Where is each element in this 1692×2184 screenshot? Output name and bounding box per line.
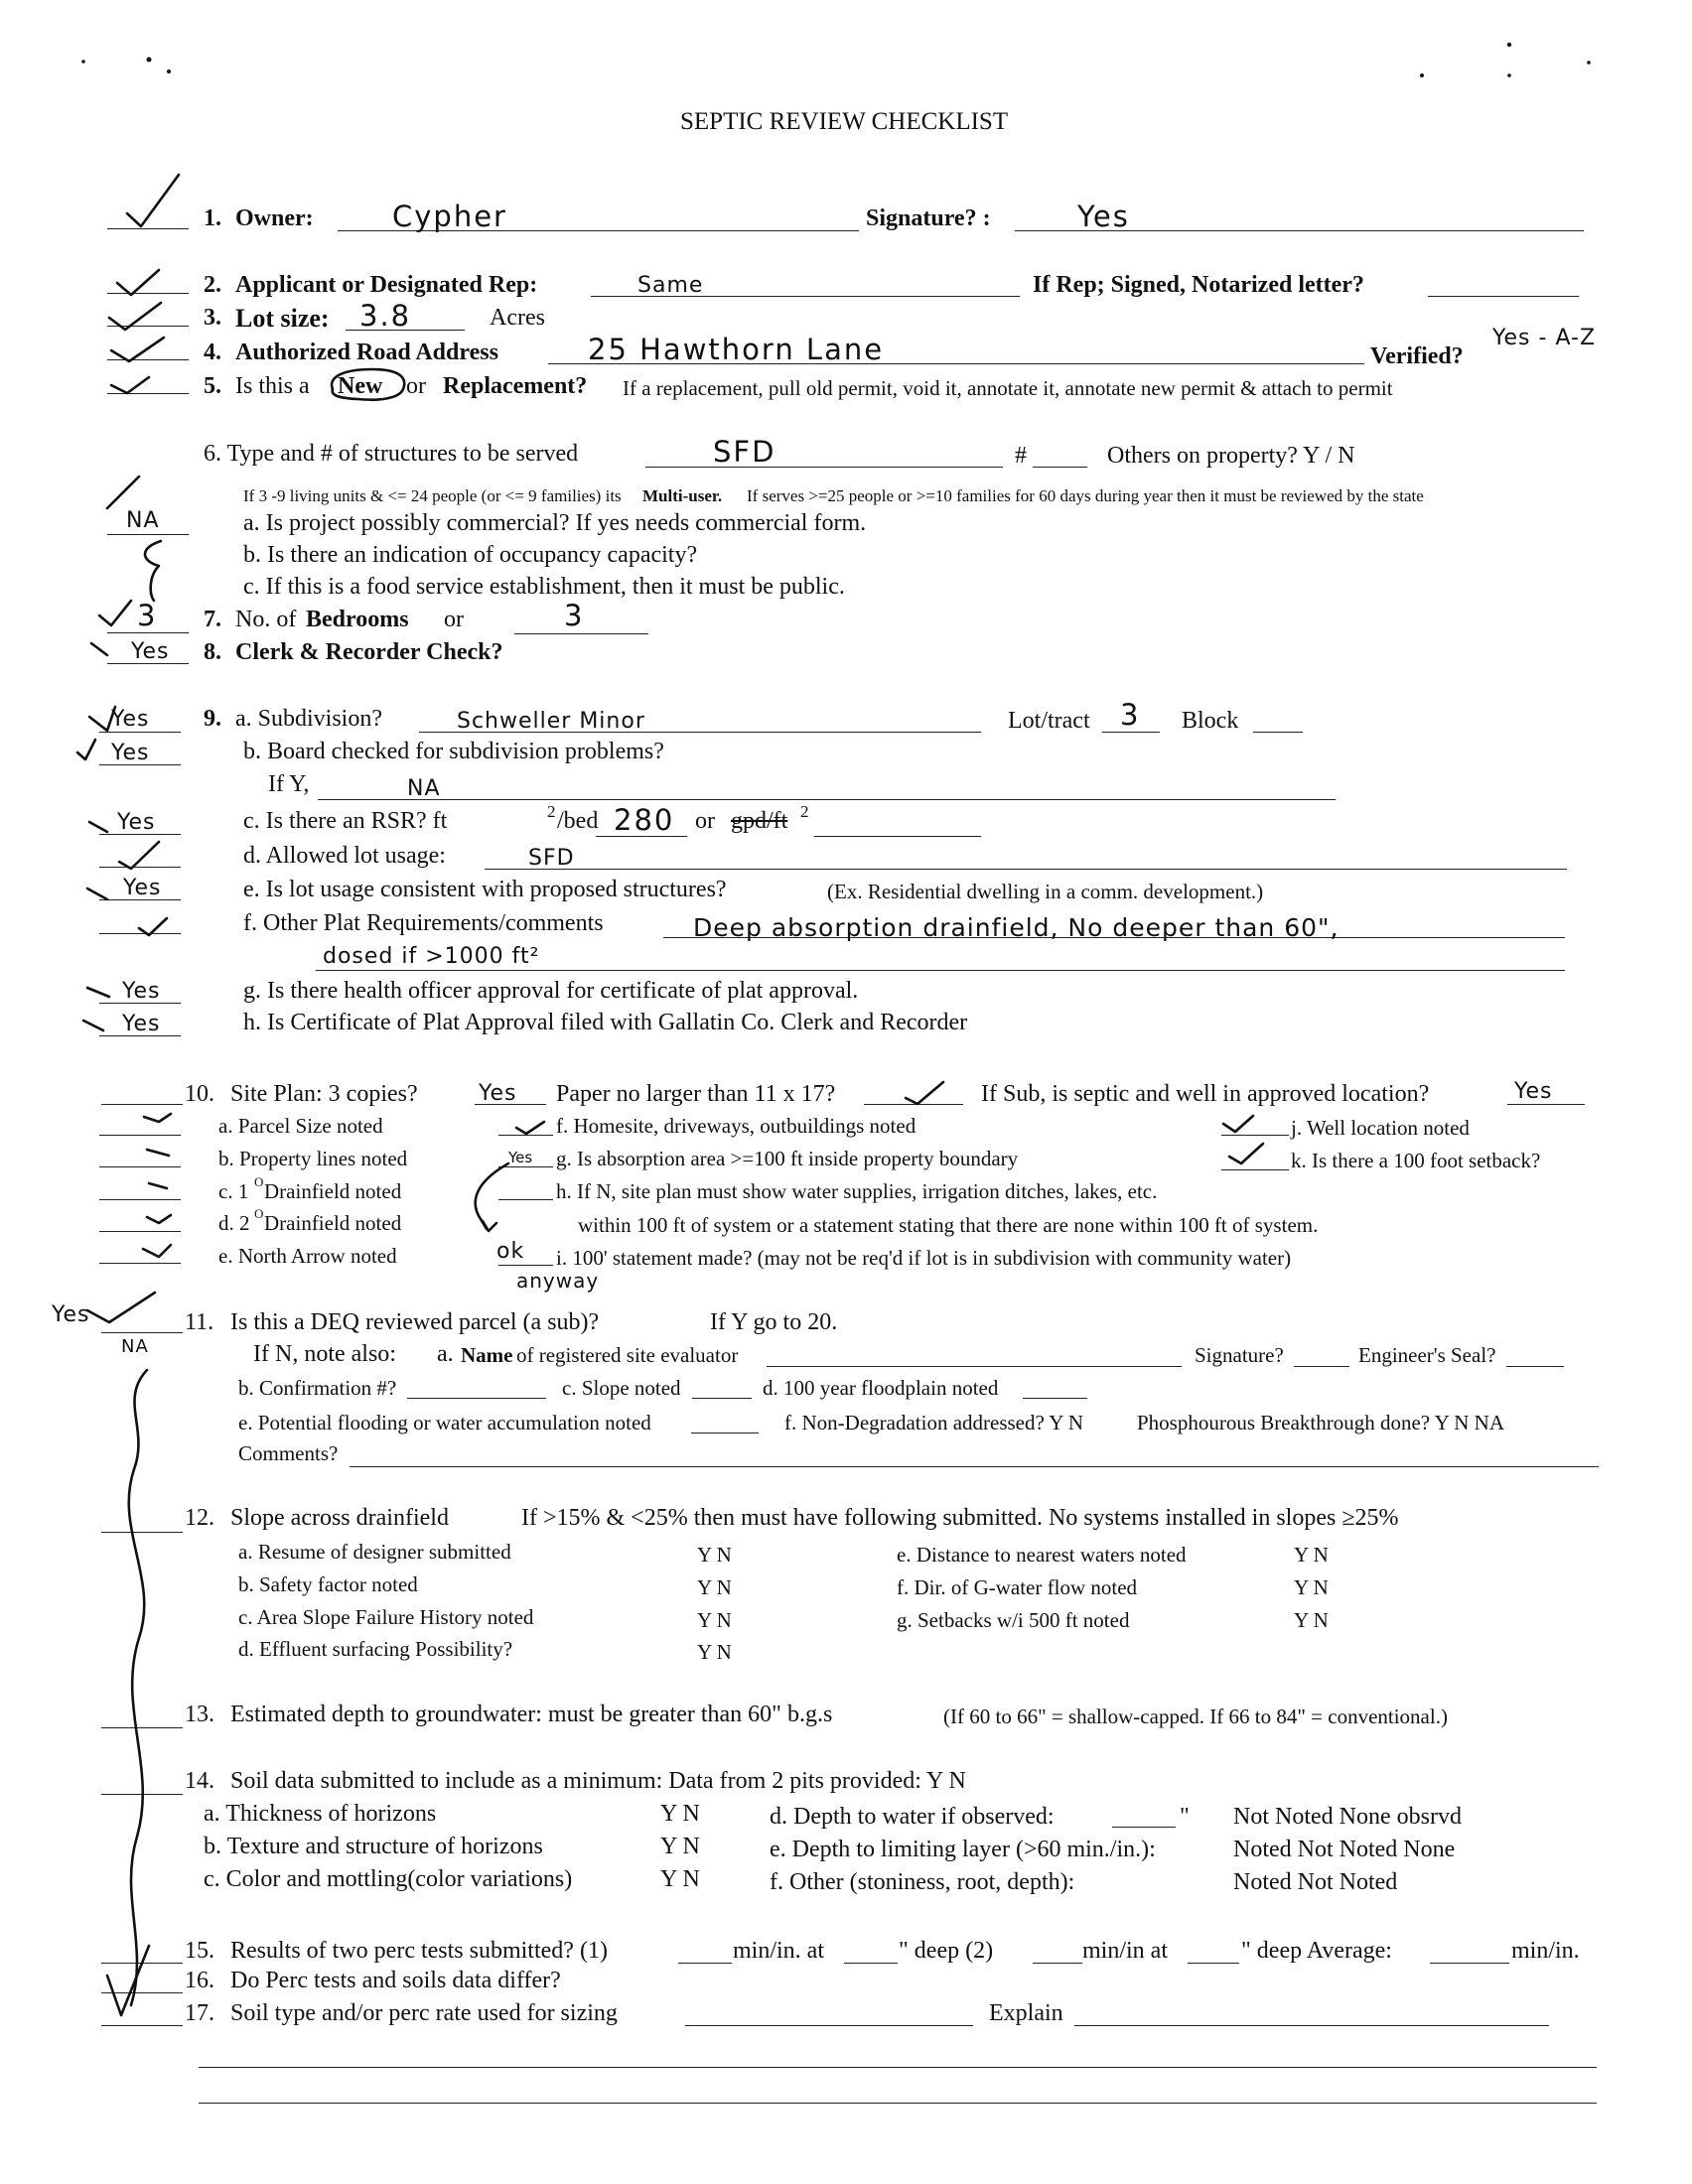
arrow-icon	[483, 1221, 496, 1231]
multi-user-note-a: If 3 -9 living units & <= 24 people (or <= 9 families) its	[243, 486, 622, 505]
item-14b: b. Texture and structure of horizons	[204, 1834, 543, 1859]
speck	[1420, 73, 1424, 77]
item-10i-value: ok	[496, 1239, 525, 1264]
item-14-number: 14.	[185, 1768, 214, 1794]
approved-location-value: Yes	[1514, 1079, 1553, 1104]
item-11-n-b: Name	[461, 1343, 513, 1367]
item-12d: d. Effluent surfacing Possibility?	[238, 1637, 513, 1661]
check-mark-icon	[89, 822, 107, 832]
structure-count-label: #	[1015, 443, 1027, 469]
check-mark-icon	[91, 643, 107, 655]
item-10d-deg: O	[254, 1206, 264, 1221]
item-5-question: Is this a	[235, 373, 310, 399]
speck	[81, 60, 85, 64]
check-mark-icon	[107, 477, 139, 508]
item-6b: b. Is there an indication of occupancy capacity?	[243, 542, 698, 568]
new-circle-icon	[332, 369, 404, 400]
road-address-value: 25 Hawthorn Lane	[588, 333, 885, 366]
item-13-number: 13.	[185, 1702, 214, 1727]
copies-value: Yes	[479, 1081, 517, 1106]
speck	[1587, 61, 1591, 65]
item-12f-yn: Y N	[1294, 1575, 1329, 1599]
signature-label: Signature? :	[866, 205, 991, 231]
item-17-number: 17.	[185, 2000, 214, 2026]
item-13-a: Estimated depth to groundwater: must be greater than 60" b.g.s	[230, 1702, 833, 1727]
item-9c-sup: 2	[547, 802, 556, 821]
item-11-signature: Signature?	[1195, 1343, 1284, 1367]
item-9g-check-value: Yes	[122, 979, 161, 1004]
page-title: SEPTIC REVIEW CHECKLIST	[680, 108, 1009, 135]
lot-size-label: Lot size:	[235, 304, 330, 333]
item-8-check-value: Yes	[131, 639, 170, 664]
item-11-n: If N, note also:	[253, 1341, 396, 1367]
item-2-number: 2.	[204, 272, 221, 298]
plat-comment-value-2: dosed if >1000 ft²	[323, 944, 540, 969]
item-12c-yn: Y N	[697, 1608, 732, 1632]
check-mark-icon	[87, 888, 107, 899]
new-option: New	[338, 373, 383, 399]
item-10c-a: c. 1	[218, 1179, 249, 1203]
item-9c-d: gpd/ft	[731, 808, 788, 834]
item-10c-deg: O	[254, 1174, 264, 1189]
item-9g: g. Is there health officer approval for certificate of plat approval.	[243, 978, 859, 1004]
check-mark-icon	[139, 918, 167, 935]
item-10c-b: Drainfield noted	[264, 1179, 402, 1203]
item-14-a: Soil data submitted to include as a minimum: Data from 2 pits provided: Y N	[230, 1768, 966, 1794]
item-13-b: (If 60 to 66" = shallow-capped. If 66 to 84" = conventional.)	[943, 1705, 1448, 1728]
item-14e-a: e. Depth to limiting layer (>60 min./in.):	[770, 1837, 1156, 1862]
check-mark-icon	[89, 707, 115, 731]
plat-comment-value-1: Deep absorption drainfield, No deeper than 60",	[693, 913, 1340, 942]
check-mark-icon	[516, 1122, 544, 1134]
check-mark-icon	[87, 1293, 155, 1322]
item-7-label-b: Bedrooms	[306, 607, 409, 632]
check-mark-icon	[149, 1183, 167, 1188]
speck	[1507, 43, 1511, 47]
replacement-option: Replacement?	[443, 373, 588, 399]
item-11-seal: Engineer's Seal?	[1358, 1343, 1496, 1367]
item-11-number: 11.	[185, 1309, 214, 1335]
item-9h: h. Is Certificate of Plat Approval filed with Gallatin Co. Clerk and Recorder	[243, 1010, 968, 1035]
item-5-number: 5.	[204, 373, 221, 399]
item-16: Do Perc tests and soils data differ?	[230, 1968, 561, 1993]
bedrooms-value: 3	[564, 599, 585, 632]
check-mark-icon	[111, 338, 164, 361]
item-9a-check-value: Yes	[111, 707, 150, 732]
item-8-label: Clerk & Recorder Check?	[235, 639, 503, 665]
item-10g-value: Yes	[508, 1149, 533, 1166]
item-15-d: min/in at	[1082, 1938, 1168, 1964]
if-y-value: NA	[407, 776, 441, 801]
item-5-or: or	[406, 373, 426, 399]
item-9c-c: or	[695, 808, 715, 834]
check-mark-icon	[127, 175, 179, 226]
item-14f-b: Noted Not Noted	[1233, 1869, 1398, 1895]
item-4-number: 4.	[204, 340, 221, 365]
check-mark-icon	[117, 270, 159, 295]
item-11d: d. 100 year floodplain noted	[763, 1376, 999, 1400]
check-mark-icon	[147, 1150, 169, 1156]
item-10-c: If Sub, is septic and well in approved location?	[981, 1081, 1430, 1107]
item-12e: e. Distance to nearest waters noted	[897, 1543, 1187, 1567]
item-11-a: Is this a DEQ reviewed parcel (a sub)?	[230, 1309, 600, 1335]
item-10h-2: within 100 ft of system or a statement stating that there are none within 100 ft of system.	[578, 1213, 1319, 1237]
check-mark-icon	[144, 1114, 171, 1122]
item-12e-yn: Y N	[1294, 1543, 1329, 1567]
item-10h: h. If N, site plan must show water supplies, irrigation ditches, lakes, etc.	[556, 1179, 1158, 1203]
item-15-f: min/in.	[1511, 1938, 1580, 1964]
item-17-b: Explain	[989, 2000, 1063, 2026]
check-mark-icon	[111, 377, 149, 393]
item-11-check-value: Yes	[52, 1302, 90, 1327]
bracket-icon	[145, 541, 161, 601]
item-10b: b. Property lines noted	[218, 1147, 408, 1170]
item-10j: j. Well location noted	[1291, 1116, 1470, 1140]
item-11-n-a: a.	[437, 1341, 454, 1367]
item-3-number: 3.	[204, 305, 221, 331]
item-9a: a. Subdivision?	[235, 706, 382, 732]
multi-user-note-b: Multi-user.	[642, 486, 723, 505]
check-mark-icon	[99, 601, 131, 625]
owner-value: Cypher	[392, 200, 507, 233]
item-15-a: Results of two perc tests submitted? (1)	[230, 1938, 608, 1964]
check-mark-icon	[1223, 1116, 1253, 1132]
item-12a-yn: Y N	[697, 1543, 732, 1567]
item-10k: k. Is there a 100 foot setback?	[1291, 1149, 1541, 1172]
item-12b: b. Safety factor noted	[238, 1572, 418, 1596]
item-10e: e. North Arrow noted	[218, 1244, 397, 1268]
bracket-icon	[129, 1370, 147, 2005]
item-7-check-value: 3	[137, 599, 158, 632]
item-12c: c. Area Slope Failure History noted	[238, 1605, 534, 1629]
item-14f-a: f. Other (stoniness, root, depth):	[770, 1869, 1075, 1895]
item-11b: b. Confirmation #?	[238, 1376, 397, 1400]
verified-label: Verified?	[1370, 343, 1464, 369]
item-6a: a. Is project possibly commercial? If yes needs commercial form.	[243, 510, 867, 536]
item-15-number: 15.	[185, 1938, 214, 1964]
item-12g-yn: Y N	[1294, 1608, 1329, 1632]
signature-value: Yes	[1077, 200, 1130, 233]
item-11c: c. Slope noted	[562, 1376, 681, 1400]
item-11-n-c: of registered site evaluator	[516, 1343, 739, 1367]
item-10-a: Site Plan: 3 copies?	[230, 1081, 418, 1107]
speck	[167, 69, 171, 73]
item-16-number: 16.	[185, 1968, 214, 1993]
item-9e-a: e. Is lot usage consistent with proposed structures?	[243, 877, 727, 902]
applicant-value: Same	[637, 273, 704, 298]
item-7-label-c: or	[444, 607, 464, 632]
owner-label: Owner:	[235, 205, 314, 231]
lot-size-value: 3.8	[359, 299, 412, 333]
lot-tract-label: Lot/tract	[1008, 708, 1090, 734]
check-mark-icon	[77, 740, 95, 759]
item-10a: a. Parcel Size noted	[218, 1114, 383, 1138]
speck	[147, 58, 152, 63]
ft2-bed-value: 280	[614, 803, 675, 837]
item-12b-yn: Y N	[697, 1575, 732, 1599]
item-12g: g. Setbacks w/i 500 ft noted	[897, 1608, 1130, 1632]
item-12d-yn: Y N	[697, 1640, 732, 1664]
item-14d-a: d. Depth to water if observed:	[770, 1804, 1055, 1830]
item-10d-b: Drainfield noted	[264, 1211, 402, 1235]
item-14e-b: Noted Not Noted None	[1233, 1837, 1456, 1862]
item-10i-note: anyway	[516, 1269, 600, 1293]
item-9f: f. Other Plat Requirements/comments	[243, 910, 604, 936]
item-15-c: " deep (2)	[899, 1938, 994, 1964]
item-15-e: " deep Average:	[1241, 1938, 1392, 1964]
item-11e: e. Potential flooding or water accumulation noted	[238, 1411, 651, 1434]
item-14b-yn: Y N	[660, 1834, 700, 1859]
check-mark-icon	[143, 1245, 171, 1257]
applicant-label: Applicant or Designated Rep:	[235, 272, 538, 298]
item-9c-check-value: Yes	[117, 810, 156, 835]
lot-tract-value: 3	[1120, 698, 1141, 732]
rep-label: If Rep; Signed, Notarized letter?	[1033, 272, 1364, 298]
item-7-number: 7.	[204, 607, 221, 632]
item-11-na: NA	[121, 1336, 149, 1357]
item-6-label: 6. Type and # of structures to be served	[204, 441, 579, 467]
item-7-label-a: No. of	[235, 607, 297, 632]
item-9c-a: c. Is there an RSR? ft	[243, 808, 448, 834]
item-9h-check-value: Yes	[122, 1012, 161, 1036]
item-10g: g. Is absorption area >=100 ft inside property boundary	[556, 1147, 1019, 1170]
speck	[1507, 73, 1511, 77]
item-14a: a. Thickness of horizons	[204, 1801, 437, 1827]
check-mark-icon	[1229, 1144, 1263, 1163]
if-y-label: If Y,	[268, 771, 310, 797]
item-10-number: 10.	[185, 1081, 214, 1107]
item-14a-yn: Y N	[660, 1801, 700, 1827]
item-9c-b: /bed	[557, 808, 599, 834]
lot-size-unit: Acres	[490, 305, 545, 331]
check-mark-icon	[147, 1215, 171, 1223]
item-14d-b: "	[1180, 1804, 1190, 1830]
item-9e-b: (Ex. Residential dwelling in a comm. development.)	[827, 880, 1264, 903]
item-12-number: 12.	[185, 1505, 214, 1531]
others-on-property: Others on property? Y / N	[1107, 443, 1355, 469]
item-12f: f. Dir. of G-water flow noted	[897, 1575, 1138, 1599]
item-11f: f. Non-Degradation addressed? Y N	[784, 1411, 1084, 1434]
item-12a: a. Resume of designer submitted	[238, 1540, 511, 1564]
check-mark-icon	[83, 1021, 103, 1030]
item-10f: f. Homesite, driveways, outbuildings noted	[556, 1114, 916, 1138]
item-11p: Phosphourous Breakthrough done? Y N NA	[1137, 1411, 1504, 1434]
verified-value: Yes - A-Z	[1492, 326, 1597, 350]
item-15-b: min/in. at	[733, 1938, 824, 1964]
bracket-icon	[476, 1163, 508, 1229]
item-10d-a: d. 2	[218, 1211, 250, 1235]
item-6a-value: NA	[126, 508, 160, 533]
check-mark-icon	[119, 842, 159, 869]
item-9b: b. Board checked for subdivision problems?	[243, 739, 664, 764]
item-9d: d. Allowed lot usage:	[243, 843, 446, 869]
check-mark-icon	[87, 988, 109, 997]
item-14d-c: Not Noted None obsrvd	[1233, 1804, 1462, 1830]
item-9e-check-value: Yes	[123, 876, 162, 900]
item-14c: c. Color and mottling(color variations)	[204, 1866, 573, 1892]
lot-usage-value: SFD	[528, 846, 575, 871]
item-12-a: Slope across drainfield	[230, 1505, 449, 1531]
item-9b-check-value: Yes	[111, 741, 150, 765]
item-11-b: If Y go to 20.	[710, 1309, 838, 1335]
subdivision-value: Schweller Minor	[457, 709, 645, 734]
item-14c-yn: Y N	[660, 1866, 700, 1892]
item-10i: i. 100' statement made? (may not be req'd if lot is in subdivision with community water)	[556, 1246, 1292, 1270]
road-address-label: Authorized Road Address	[235, 340, 498, 365]
item-9-number: 9.	[204, 706, 221, 732]
multi-user-note-c: If serves >=25 people or >=10 families for 60 days during year then it must be reviewed by the state	[747, 486, 1424, 505]
block-label: Block	[1182, 708, 1239, 734]
replacement-note: If a replacement, pull old permit, void it, annotate it, annotate new permit & attach to permit	[623, 376, 1393, 400]
item-11-comments: Comments?	[238, 1441, 339, 1465]
item-17-a: Soil type and/or perc rate used for sizing	[230, 2000, 618, 2026]
item-8-number: 8.	[204, 639, 221, 665]
item-1-number: 1.	[204, 205, 221, 231]
check-mark-icon	[906, 1082, 943, 1104]
item-12-b: If >15% & <25% then must have following submitted. No systems installed in slopes ≥25%	[521, 1505, 1399, 1531]
structure-type-value: SFD	[713, 435, 776, 469]
check-mark-icon	[107, 1946, 149, 2015]
check-mark-icon	[109, 303, 161, 330]
item-9c-sup2: 2	[800, 802, 809, 821]
item-6c: c. If this is a food service establishment, then it must be public.	[243, 574, 845, 600]
item-10-b: Paper no larger than 11 x 17?	[556, 1081, 836, 1107]
